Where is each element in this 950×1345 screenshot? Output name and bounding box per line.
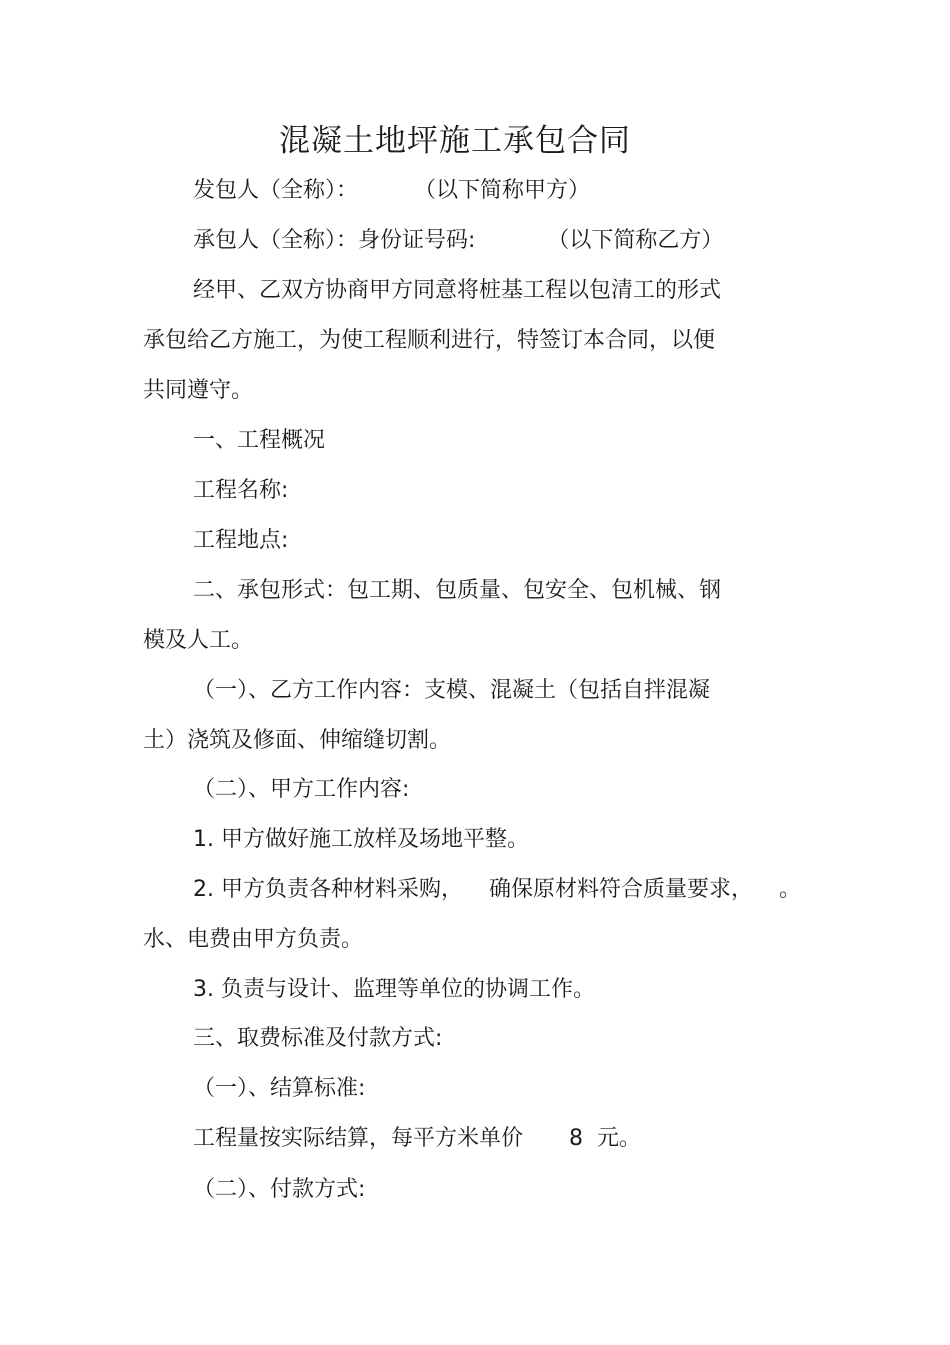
unit-price-value: 8 [569, 1126, 584, 1151]
item-2-continuation: 水、电费由甲方负责。 [143, 927, 364, 952]
section2-line-1: 二、承包形式：包工期、包质量、包安全、包机械、钢 [193, 578, 722, 603]
party-b-note: （以下简称乙方） [547, 228, 724, 253]
intro-line-2: 承包给乙方施工，为使工程顺利进行，特签订本合同，以便 [143, 328, 716, 353]
document-title: 混凝土地坪施工承包合同 [279, 123, 631, 159]
project-name-label: 工程名称: [193, 478, 289, 503]
party-a-label: 发包人（全称）： [193, 178, 359, 203]
section1-heading: 一、工程概况 [193, 428, 326, 453]
party-a-line [193, 176, 590, 206]
intro-line-1: 经甲、乙双方协商甲方同意将桩基工程以包清工的形式 [193, 278, 722, 303]
section3-heading: 三、取费标准及付款方式: [193, 1026, 443, 1051]
item-2-part-3: 。 [779, 877, 802, 902]
unit-price-text: 工程量按实际结算，每平方米单价 [193, 1126, 524, 1151]
item-3: 3. 负责与设计、监理等单位的协调工作。 [193, 977, 595, 1002]
intro-line-3: 共同遵守。 [143, 378, 254, 403]
party-b-label: 承包人（全称）：身份证号码: [193, 228, 476, 253]
payment-heading: （二）、付款方式: [193, 1177, 366, 1202]
sub2-heading: （二）、甲方工作内容: [193, 777, 410, 802]
settlement-heading: （一）、结算标准: [193, 1076, 366, 1101]
unit-price-line [193, 1124, 641, 1154]
project-location-label: 工程地点: [193, 528, 289, 553]
sub1-line-2: 土）浇筑及修面、伸缩缝切割。 [143, 728, 452, 753]
item-2-part-1: 2. 甲方负责各种材料采购， [193, 877, 463, 902]
sub1-line-1: （一）、乙方工作内容：支模、混凝土（包括自拌混凝 [193, 678, 711, 703]
party-a-note: （以下简称甲方） [414, 178, 591, 203]
item-2-part-2: 确保原材料符合质量要求， [488, 877, 753, 902]
section2-line-2: 模及人工。 [143, 628, 254, 653]
item-2 [193, 875, 801, 905]
item-1: 1. 甲方做好施工放样及场地平整。 [193, 827, 529, 852]
party-b-line [193, 226, 723, 256]
unit-price-unit: 元。 [597, 1126, 642, 1151]
